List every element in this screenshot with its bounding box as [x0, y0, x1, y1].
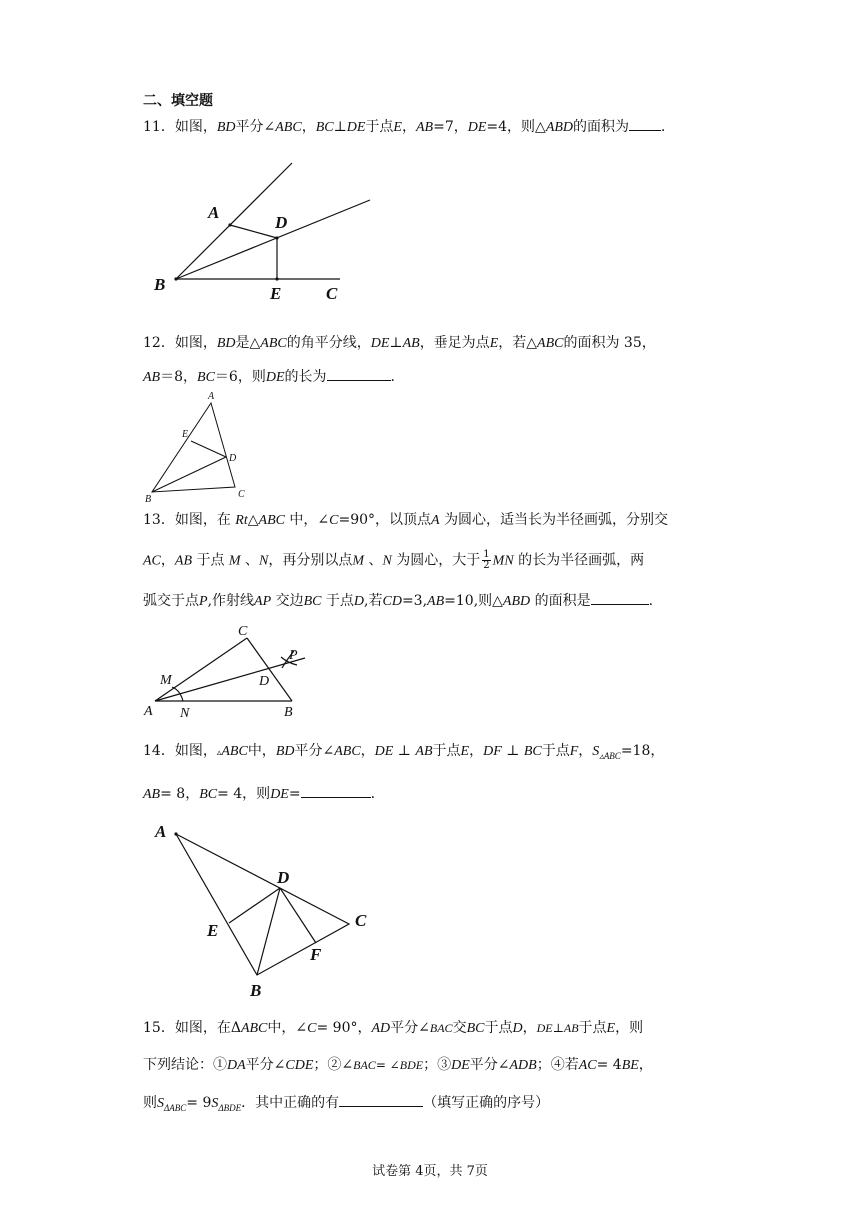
- label-E: E: [182, 429, 189, 440]
- label-M: M: [160, 673, 172, 688]
- fraction: $\frac{1}{2}$: [483, 549, 490, 571]
- question-15-line1: 15．如图，在ΔABC中，∠C= 90°，AD平分∠BAC交BC于点D，DE⊥AB于点E，则: [143, 1020, 644, 1036]
- label-A: A: [208, 391, 215, 402]
- question-13-line2: AC，AB 于点 M 、N，再分别以点M 、N 为圆心，大于 $\frac{1}{2}$ MN 的长为半径画弧，两: [143, 549, 645, 571]
- question-12-line2: AB＝8，BC＝6，则DE的长为 .: [143, 366, 718, 388]
- label-N: N: [180, 706, 190, 721]
- page-footer: 试卷第 4页，共 7页: [372, 1164, 488, 1179]
- label-P: P: [289, 648, 298, 663]
- question-14-line1: 14．如图，▵ABC中，BD平分∠ABC，DE ⊥ AB于点E，DF ⊥ BC于点F，$S_{▵ABC}=18$，: [143, 743, 665, 761]
- question-13-line3: 弧交于点P,作射线AP 交边BC 于点D,若CD=3,AB=10,则△ABD 的面积是 .: [143, 590, 718, 612]
- label-F: F: [310, 945, 322, 964]
- question-11: 11．如图，BD平分∠ABC，BC⊥DE于点E，AB=7，DE=4，则△ABD的面积为 ．: [143, 116, 718, 138]
- label-B: B: [145, 494, 152, 505]
- label-B: B: [154, 275, 166, 294]
- label-C: C: [238, 624, 248, 639]
- label-D: D: [277, 868, 290, 887]
- label-D: D: [259, 674, 270, 689]
- question-12-line1: 12．如图，BD是△ABC的角平分线，DE⊥AB，垂足为点E，若△ABC的面积为 35，: [143, 335, 656, 351]
- question-13-line1: 13．如图，在 Rt△ABC 中，∠C=90°，以顶点A 为圆心，适当长为半径画弧，分别交: [143, 512, 669, 528]
- label-D: D: [275, 213, 288, 232]
- label-C: C: [326, 284, 338, 303]
- label-B: B: [284, 705, 293, 720]
- question-15-line2: 下列结论：①DA平分∠CDE；②∠BAC= ∠BDE；③DE平分∠ADB；④若AC= 4BE，: [143, 1057, 653, 1073]
- question-14-line2: AB= 8，BC= 4，则DE= .: [143, 783, 718, 805]
- section-title: 二、填空题: [143, 93, 213, 109]
- question-15-line3: 则$S_{\Delta ABC}= 9S_{\Delta BDE}$．其中正确的有 （填写正确的序号）: [143, 1092, 718, 1119]
- label-D: D: [229, 453, 237, 464]
- answer-blank: [339, 1092, 423, 1107]
- label-C: C: [238, 489, 245, 500]
- label-A: A: [208, 203, 220, 222]
- label-E: E: [207, 921, 219, 940]
- label-C: C: [355, 911, 367, 930]
- label-A: A: [155, 822, 167, 841]
- label-B: B: [250, 981, 262, 1000]
- label-A: A: [144, 704, 153, 719]
- label-E: E: [270, 284, 282, 303]
